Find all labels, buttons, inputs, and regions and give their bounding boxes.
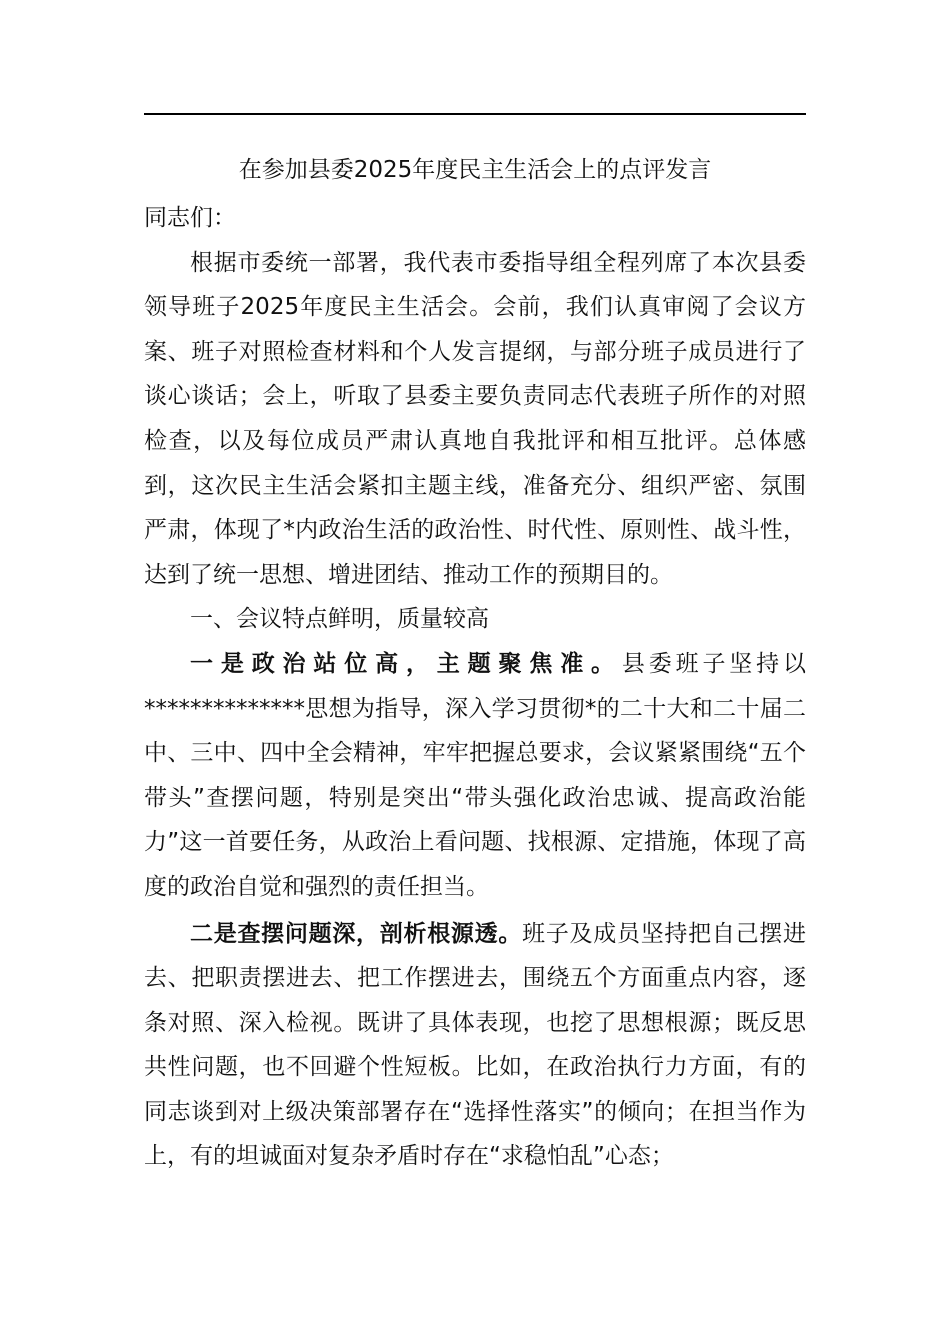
header-rule — [144, 113, 806, 115]
point-2-lead: 二是查摆问题深，剖析根源透。 — [190, 920, 523, 947]
point-1-paragraph — [144, 642, 806, 910]
document-body — [144, 196, 806, 1179]
point-1-lead: 一是政治站位高，主题聚焦准。 — [190, 650, 622, 677]
salutation: 同志们： — [144, 205, 236, 231]
point-2-paragraph — [144, 912, 806, 1180]
point-1-body: 县委班子坚持以**************思想为指导，深入学习贯彻*的二十大和二十届二中、三中、四中全会精神，牢牢把握总要求，会议紧紧围绕“五个带头”查摆问题，特别是突出“带头强化政治忠诚、提高政治能力”这一首要任务，从政治上看问题、找根源、定措施，体现了高度的政治自觉和强烈的责任担当。 — [144, 650, 807, 900]
section-heading: 一、会议特点鲜明，质量较高 — [190, 606, 489, 633]
intro-paragraph: 根据市委统一部署，我代表市委指导组全程列席了本次县委领导班子2025年度民主生活会。会前，我们认真审阅了会议方案、班子对照检查材料和个人发言提纲，与部分班子成员进行了谈心谈话；会上，听取了县委主要负责同志代表班子所作的对照检查，以及每位成员严肃认真地自我批评和相互批评。总体感到，这次民主生活会紧扣主题主线，准备充分、组织严密、氛围严肃，体现了*内政治生活的政治性、时代性、原则性、战斗性，达到了统一思想、增进团结、推动工作的预期目的。 — [144, 249, 806, 588]
point-2-body: 班子及成员坚持把自己摆进去、把职责摆进去、把工作摆进去，围绕五个方面重点内容，逐条对照、深入检视。既讲了具体表现，也挖了思想根源；既反思共性问题，也不回避个性短板。比如，在政治执行力方面，有的同志谈到对上级决策部署存在“选择性落实”的倾向；在担当作为上，有的坦诚面对复杂矛盾时存在“求稳怕乱”心态； — [144, 920, 807, 1170]
document-title: 在参加县委2025年度民主生活会上的点评发言 — [238, 157, 712, 183]
